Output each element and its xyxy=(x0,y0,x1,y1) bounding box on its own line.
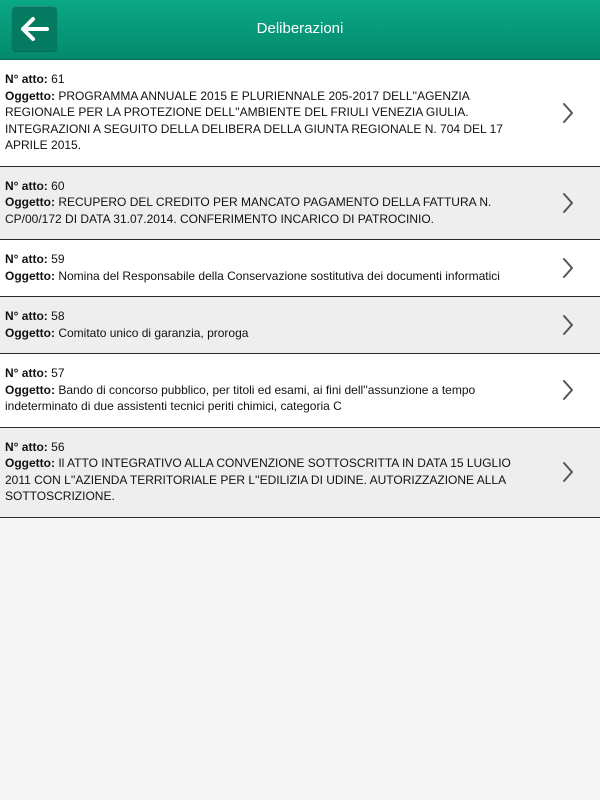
item-number: 57 xyxy=(51,366,65,380)
number-label: N° atto: xyxy=(5,439,48,454)
chevron-right-icon xyxy=(562,192,574,214)
subject-label: Oggetto: xyxy=(5,325,55,340)
item-number: 58 xyxy=(51,309,65,323)
subject-label: Oggetto: xyxy=(5,456,55,470)
list-item[interactable] xyxy=(0,60,600,167)
item-subject-line xyxy=(5,194,540,227)
subject-label: Oggetto: xyxy=(5,268,55,283)
subject-label: Oggetto: xyxy=(5,88,55,103)
number-label: N° atto: xyxy=(5,178,48,193)
chevron-right-icon xyxy=(562,102,574,124)
item-number: 56 xyxy=(51,439,65,454)
item-number-line xyxy=(5,439,540,456)
list-item[interactable] xyxy=(0,240,600,297)
subject-label: Oggetto: xyxy=(5,195,55,209)
number-label: N° atto: xyxy=(5,309,48,323)
item-number: 59 xyxy=(51,252,65,266)
chevron-right-icon xyxy=(562,257,574,279)
list-item[interactable] xyxy=(0,167,600,241)
item-number-line xyxy=(5,365,540,382)
item-subject: Comitato unico di garanzia, proroga xyxy=(58,325,249,340)
list-item[interactable] xyxy=(0,428,600,518)
item-number-line xyxy=(5,308,540,325)
deliberations-list xyxy=(0,60,600,518)
item-number-line xyxy=(5,71,540,88)
back-button[interactable] xyxy=(12,6,57,51)
item-subject: Bando di concorso pubblico, per titoli ed esami, ai fini dell''assunzione a tempo indeterminato di due assistenti tecnici periti chimici, categoria C xyxy=(5,382,476,413)
list-item[interactable] xyxy=(0,297,600,354)
chevron-right-icon xyxy=(562,379,574,401)
item-number: 61 xyxy=(51,72,65,86)
item-subject-line xyxy=(5,325,540,342)
page-title: Deliberazioni xyxy=(256,20,344,37)
list-item[interactable] xyxy=(0,354,600,428)
item-subject: RECUPERO DEL CREDITO PER MANCATO PAGAMENTO DELLA FATTURA N. CP/00/172 DI DATA 31.07.2014. CONFERIMENTO INCARICO DI PATROCINIO. xyxy=(5,195,492,226)
arrow-left-icon xyxy=(20,16,50,42)
item-subject-line xyxy=(5,455,540,505)
item-subject: PROGRAMMA ANNUALE 2015 E PLURIENNALE 205-2017 DELL''AGENZIA REGIONALE PER LA PROTEZIONE DELL''AMBIENTE DEL FRIULI VENEZIA GIULIA. INTEGRAZIONI A SEGUITO DELLA DELIBERA DELLA GIUNTA REGIONALE N. 704 DEL 17 APRILE 2015. xyxy=(5,88,503,152)
item-number-line xyxy=(5,178,540,195)
item-subject-line xyxy=(5,268,540,285)
number-label: N° atto: xyxy=(5,252,48,266)
item-subject-line xyxy=(5,382,540,415)
item-subject-line xyxy=(5,88,540,154)
chevron-right-icon xyxy=(562,314,574,336)
item-number: 60 xyxy=(51,178,65,193)
item-number-line xyxy=(5,251,540,268)
header-bar xyxy=(0,0,600,60)
chevron-right-icon xyxy=(562,461,574,483)
item-subject: Il ATTO INTEGRATIVO ALLA CONVENZIONE SOTTOSCRITTA IN DATA 15 LUGLIO 2011 CON L''AZIENDA TERRITORIALE PER L''EDILIZIA DI UDINE. AUTORIZZAZIONE ALLA SOTTOSCRIZIONE. xyxy=(5,456,511,503)
item-subject: Nomina del Responsabile della Conservazione sostitutiva dei documenti informatici xyxy=(58,268,500,283)
subject-label: Oggetto: xyxy=(5,382,55,397)
number-label: N° atto: xyxy=(5,72,48,86)
number-label: N° atto: xyxy=(5,366,48,380)
